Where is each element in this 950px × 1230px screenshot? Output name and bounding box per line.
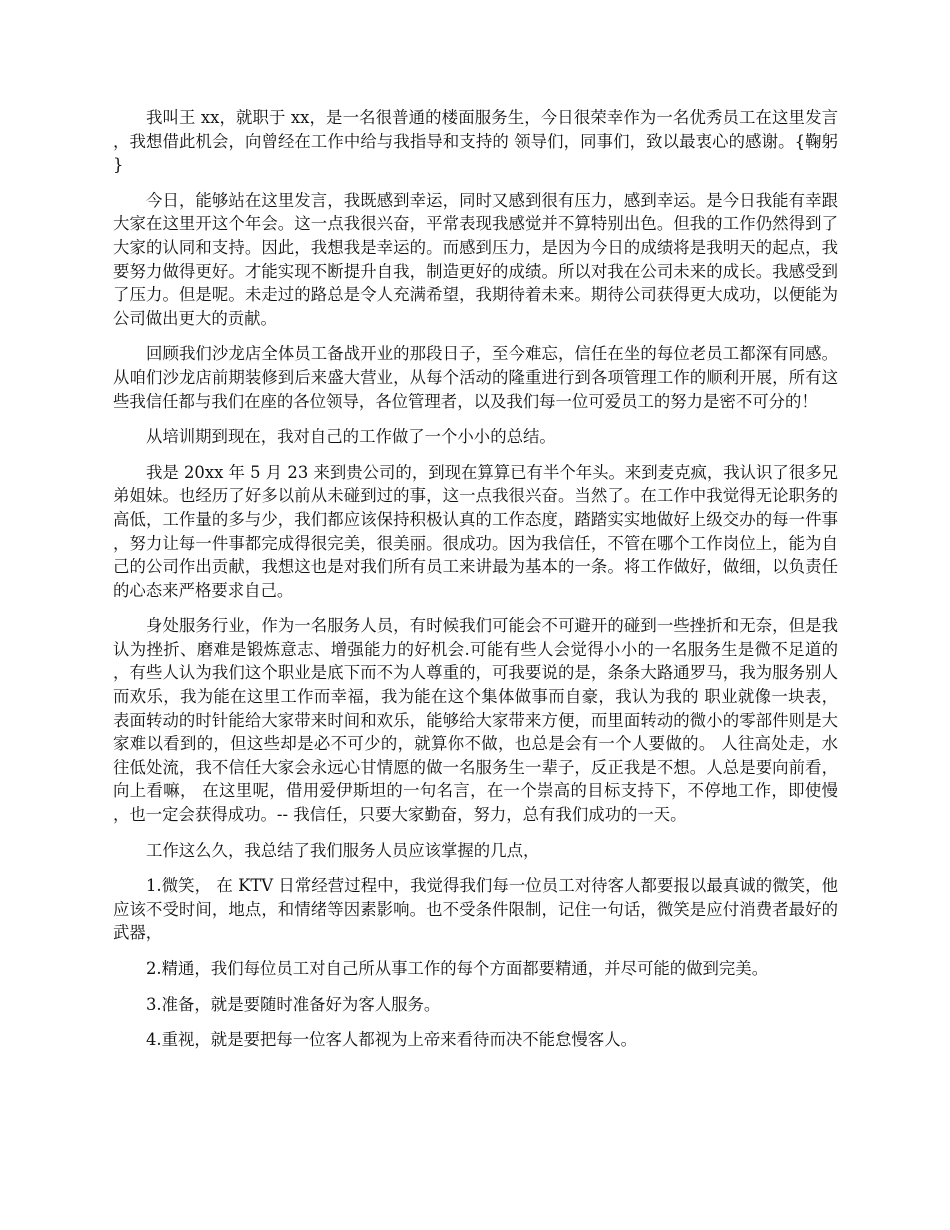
paragraph-point-prepare: 3.准备，就是要随时准备好为客人服务。 (146, 994, 441, 1014)
paragraph-today: 今日，能够站在这里发言，我既感到幸运，同时又感到很有压力，感到幸运。是今日我能有幸跟大家在这里开这个年会。这一点我很兴奋，平常表现我感觉并不算特别出色。但我的工作仍然得到了大家的认同和支持。因此，我想我是幸运的。而感到压力，是因为今日的成绩将是我明天的起点，我要努力做得更好。才能实现不断提升自我，制造更好的成绩。所以对我在公司未来的成长。我感受到了压力。但是呢。未走过的路总是令人充满希望，我期待着未来。期待公司获得更大成功，以便能为公司做出更大的贡献。 (113, 190, 838, 328)
paragraph-review: 回顾我们沙龙店全体员工备战开业的那段日子，至今难忘，信任在坐的每位老员工都深有同感。从咱们沙龙店前期装修到后来盛大营业，从每个活动的隆重进行到各项管理工作的顺利开展，所有这些我信任都与我们在座的各位领导，各位管理者，以及我们每一位可爱员工的努力是密不可分的！ (113, 344, 838, 411)
paragraph-point-smile: 1.微笑， 在 KTV 日常经营过程中，我觉得我们每一位员工对待客人都要报以最真诚的微笑，他应该不受时间，地点，和情绪等因素影响。也不受条件限制，记住一句话，微笑是应付消费者最好的武器， (113, 876, 838, 943)
paragraph-intro: 我叫王 xx，就职于 xx，是一名很普通的楼面服务生，今日很荣幸作为一名优秀员工在这里发言，我想借此机会，向曾经在工作中给与我指导和支持的 领导们，同事们，致以最衷心的感谢。{鞠躬} (113, 108, 838, 175)
paragraph-experience: 我是 20xx 年 5 月 23 来到贵公司的，到现在算算已有半个年头。来到麦克疯，我认识了很多兄弟姐妹。也经历了好多以前从未碰到过的事，这一点我很兴奋。当然了。在工作中我觉得无论职务的高低，工作量的多与少，我们都应该保持积极认真的工作态度，踏踏实实地做好上级交办的每一件事，努力让每一件事都完成得很完美，很美丽。很成功。因为我信任，不管在哪个工作岗位上，能为自己的公司作出贡献，我想这也是对我们所有员工来讲最为基本的一条。将工作做好，做细，以负责任的心态来严格要求自己。 (113, 462, 838, 600)
paragraph-summary-intro: 从培训期到现在，我对自己的工作做了一个小小的总结。 (146, 427, 556, 447)
paragraph-point-proficient: 2.精通，我们每位员工对自己所从事工作的每个方面都要精通，并尽可能的做到完美。 (146, 959, 769, 978)
paragraph-point-respect: 4.重视，就是要把每一位客人都视为上帝来看待而决不能怠慢客人。 (146, 1030, 637, 1050)
paragraph-key-points-intro: 工作这么久，我总结了我们服务人员应该掌握的几点， (146, 840, 540, 860)
paragraph-service-industry: 身处服务行业，作为一名服务人员，有时候我们可能会不可避开的碰到一些挫折和无奈，但是我认为挫折、磨难是锻炼意志、增强能力的好机会.可能有些人会觉得小小的一名服务生是微不足道的，有些人认为我们这个职业是底下而不为人尊重的，可我要说的是，条条大路通罗马，我为服务别人而欢乐，我为能在这里工作而幸福，我为能在这个集体做事而自豪，我认为我的 职业就像一块表，表面转动的时针能给大家带来时间和欢乐，能够给大家带来方便，而里面转动的微小的零部件则是大家难以看到的，但这些却是必不可少的，就算你不做，也总是会有一个人要做的。 人往高处走，水往低处流，我不信任大家会永远心甘情愿的做一名服务生一辈子，反正我是不想。人总是要向前看，向上看嘛， 在这里呢，借用爱伊斯坦的一句名言，在一个崇高的目标支持下，不停地工作，即使慢，也一定会获得成功。-- 我信任，只要大家勤奋，努力，总有我们成功的一天。 (113, 616, 838, 825)
